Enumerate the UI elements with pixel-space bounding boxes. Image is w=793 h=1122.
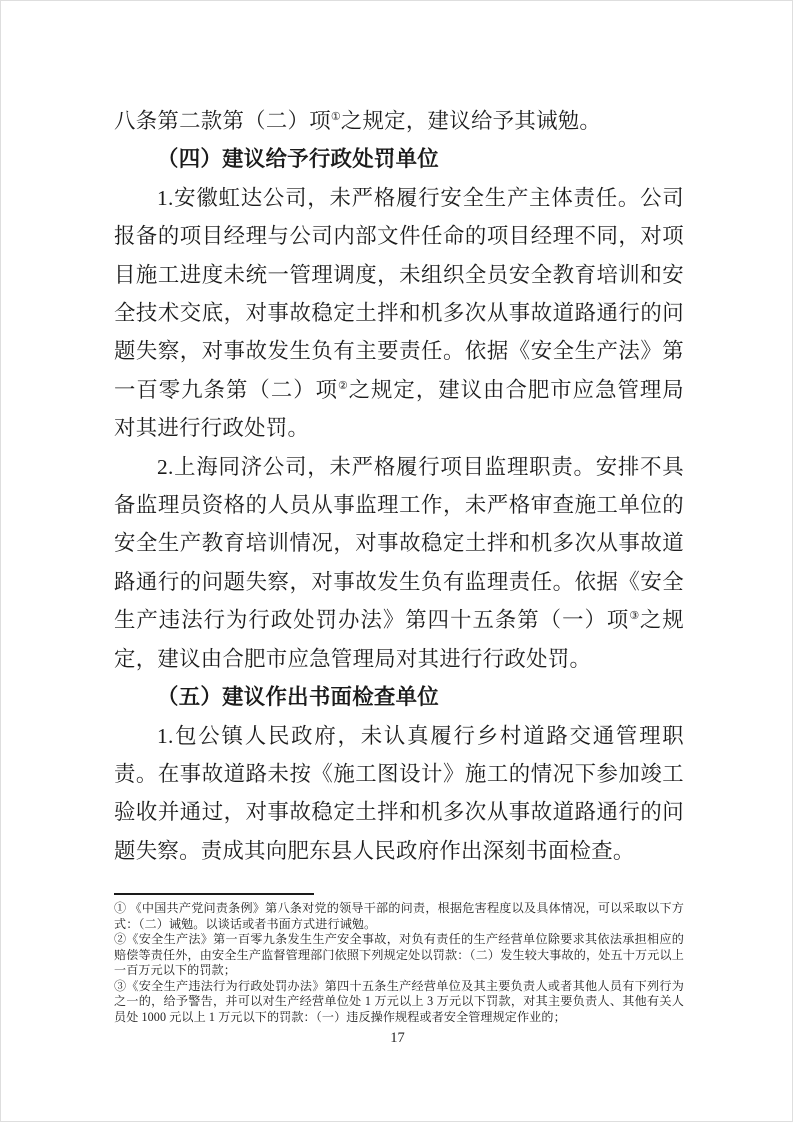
body-content [114, 102, 684, 870]
body-paragraph: 1.包公镇人民政府，未认真履行乡村道路交通管理职责。在事故道路未按《施工图设计》施工的情况下参加竣工验收并通过，对事故稳定土拌和机多次从事故道路通行的问题失察。责成其向肥东县人民政府作出深刻书面检查。 [114, 723, 684, 863]
footnote: ① 《中国共产党问责条例》第八条对党的领导干部的问责，根据危害程度以及具体情况，可以采取以下方式：（二）诫勉。以谈话或者书面方式进行诫勉。 [114, 901, 684, 931]
footnote-ref: ② [338, 379, 349, 392]
section-heading: （四）建议给予行政处罚单位 [157, 147, 439, 172]
footnote-divider [114, 893, 314, 895]
footnote-ref: ③ [629, 610, 640, 623]
body-paragraph: 2.上海同济公司，未严格履行项目监理职责。安排不具备监理员资格的人员从事监理工作，未严格审查施工单位的安全生产教育培训情况，对事故稳定土拌和机多次从事故道路通行的问题失察，对事故发生负有监理责任。依据《安全生产违法行为行政处罚办法》第四十五条第（一）项③之规定，建议由合肥市应急管理局对其进行行政处罚。 [114, 454, 684, 671]
footnote-ref: ① [330, 110, 341, 123]
page-number: 17 [390, 1030, 405, 1046]
footnotes [114, 901, 684, 1025]
section-heading: （五）建议作出书面检查单位 [157, 685, 439, 710]
body-paragraph: 八条第二款第（二）项①之规定，建议给予其诫勉。 [114, 109, 602, 133]
body-paragraph: 1.安徽虹达公司，未严格履行安全生产主体责任。公司报备的项目经理与公司内部文件任命的项目经理不同，对项目施工进度未统一管理调度，未组织全员安全教育培训和安全技术交底，对事故稳定土拌和机多次从事故道路通行的问题失察，对事故发生负有主要责任。依据《安全生产法》第一百零九条第（二）项②之规定，建议由合肥市应急管理局对其进行行政处罚。 [114, 185, 684, 441]
footnote: ③《安全生产违法行为行政处罚办法》第四十五条生产经营单位及其主要负责人或者其他人员有下列行为之一的，给予警告，并可以对生产经营单位处 1 万元以上 3 万元以下罚款，对其主要负责人、其他有关人员处 1000 元以上 1 万元以下的罚款：（一）违反操作规程或者安全管理规定作业的； [114, 978, 684, 1024]
footnote: ②《安全生产法》第一百零九条发生生产安全事故，对负有责任的生产经营单位除要求其依法承担相应的赔偿等责任外，由安全生产监督管理部门依照下列规定处以罚款：（二）发生较大事故的，处五十万元以上一百万元以下的罚款； [114, 932, 684, 977]
